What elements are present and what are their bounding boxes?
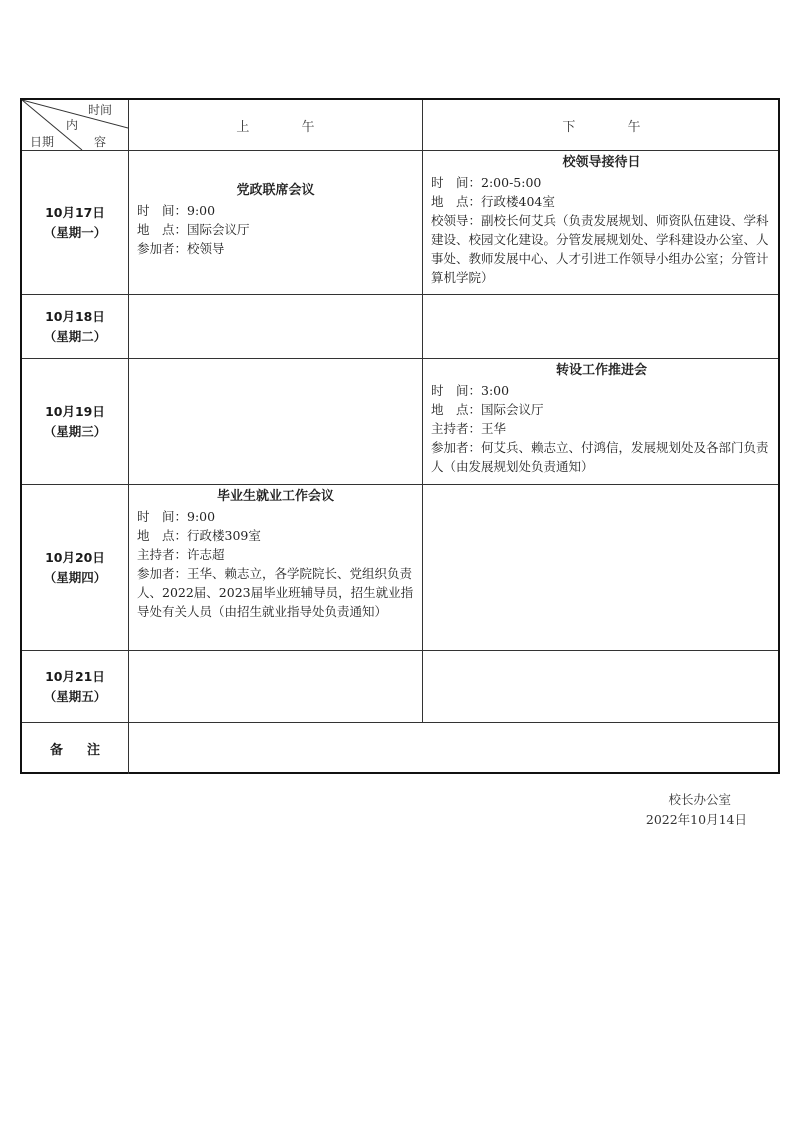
event-location: 地 点：国际会议厅	[431, 402, 544, 417]
morning-header: 上 午	[236, 119, 339, 135]
event-host: 主持者：王华	[431, 421, 507, 436]
event-location: 地 点：国际会议厅	[137, 222, 250, 237]
event-time: 时 间：9:00	[137, 509, 216, 524]
event-title: 校领导接待日	[562, 155, 641, 170]
corner-date-label: 日期	[30, 135, 55, 149]
date-label: 10月20日	[45, 549, 105, 565]
event-cell-pm	[423, 359, 780, 484]
event-title: 党政联席会议	[236, 183, 315, 198]
date-cell	[22, 485, 128, 650]
date-label: 10月17日	[45, 204, 105, 220]
weekday-label: （星期一）	[43, 224, 107, 240]
weekday-label: （星期五）	[43, 688, 107, 704]
corner-content-label-2: 容	[94, 135, 107, 149]
date-cell	[22, 295, 128, 358]
event-leader: 校领导：副校长何艾兵（负责发展规划、师资队伍建设、学科建设、校园文化建设。分管发展规划处、学科建设办公室、人事处、教师发展中心、人才引进工作领导小组办公室；分管计算机学院）	[431, 213, 769, 285]
afternoon-header: 下 午	[562, 119, 665, 135]
note-content	[129, 723, 780, 773]
event-title: 转设工作推进会	[555, 363, 647, 378]
event-participants: 参加者：王华、赖志立，各学院院长、党组织负责人、2022届、2023届毕业班辅导员，招生就业指导处有关人员（由招生就业指导处负责通知）	[137, 566, 414, 619]
event-time: 时 间：2:00-5:00	[431, 175, 542, 190]
event-time: 时 间：3:00	[431, 383, 510, 398]
weekday-label: （星期二）	[43, 328, 107, 344]
event-time: 时 间：9:00	[137, 203, 216, 218]
event-cell-am	[129, 151, 422, 294]
event-participants: 参加者：校领导	[137, 241, 225, 256]
date-label: 10月21日	[45, 668, 105, 684]
corner-time-label: 时间	[88, 103, 113, 117]
event-location: 地 点：行政楼404室	[431, 194, 555, 209]
corner-header	[22, 100, 128, 150]
footer-date: 2022年10月14日	[645, 812, 747, 827]
weekday-label: （星期四）	[43, 569, 107, 585]
note-label: 备注	[49, 742, 124, 758]
weekday-label: （星期三）	[43, 423, 107, 439]
event-title: 毕业生就业工作会议	[216, 489, 334, 504]
event-participants: 参加者：何艾兵、赖志立、付鸿信，发展规划处及各部门负责人（由发展规划处负责通知）	[431, 440, 769, 474]
date-cell	[22, 651, 128, 722]
event-cell-pm	[423, 151, 780, 294]
date-label: 10月18日	[45, 308, 105, 324]
schedule-table	[20, 98, 780, 774]
date-label: 10月19日	[45, 403, 105, 419]
event-cell-am	[129, 485, 422, 650]
event-location: 地 点：行政楼309室	[137, 528, 261, 543]
corner-content-label-1: 内	[66, 118, 79, 132]
date-cell	[22, 359, 128, 484]
footer-office: 校长办公室	[668, 792, 731, 807]
event-host: 主持者：许志超	[137, 547, 225, 562]
date-cell	[22, 151, 128, 294]
